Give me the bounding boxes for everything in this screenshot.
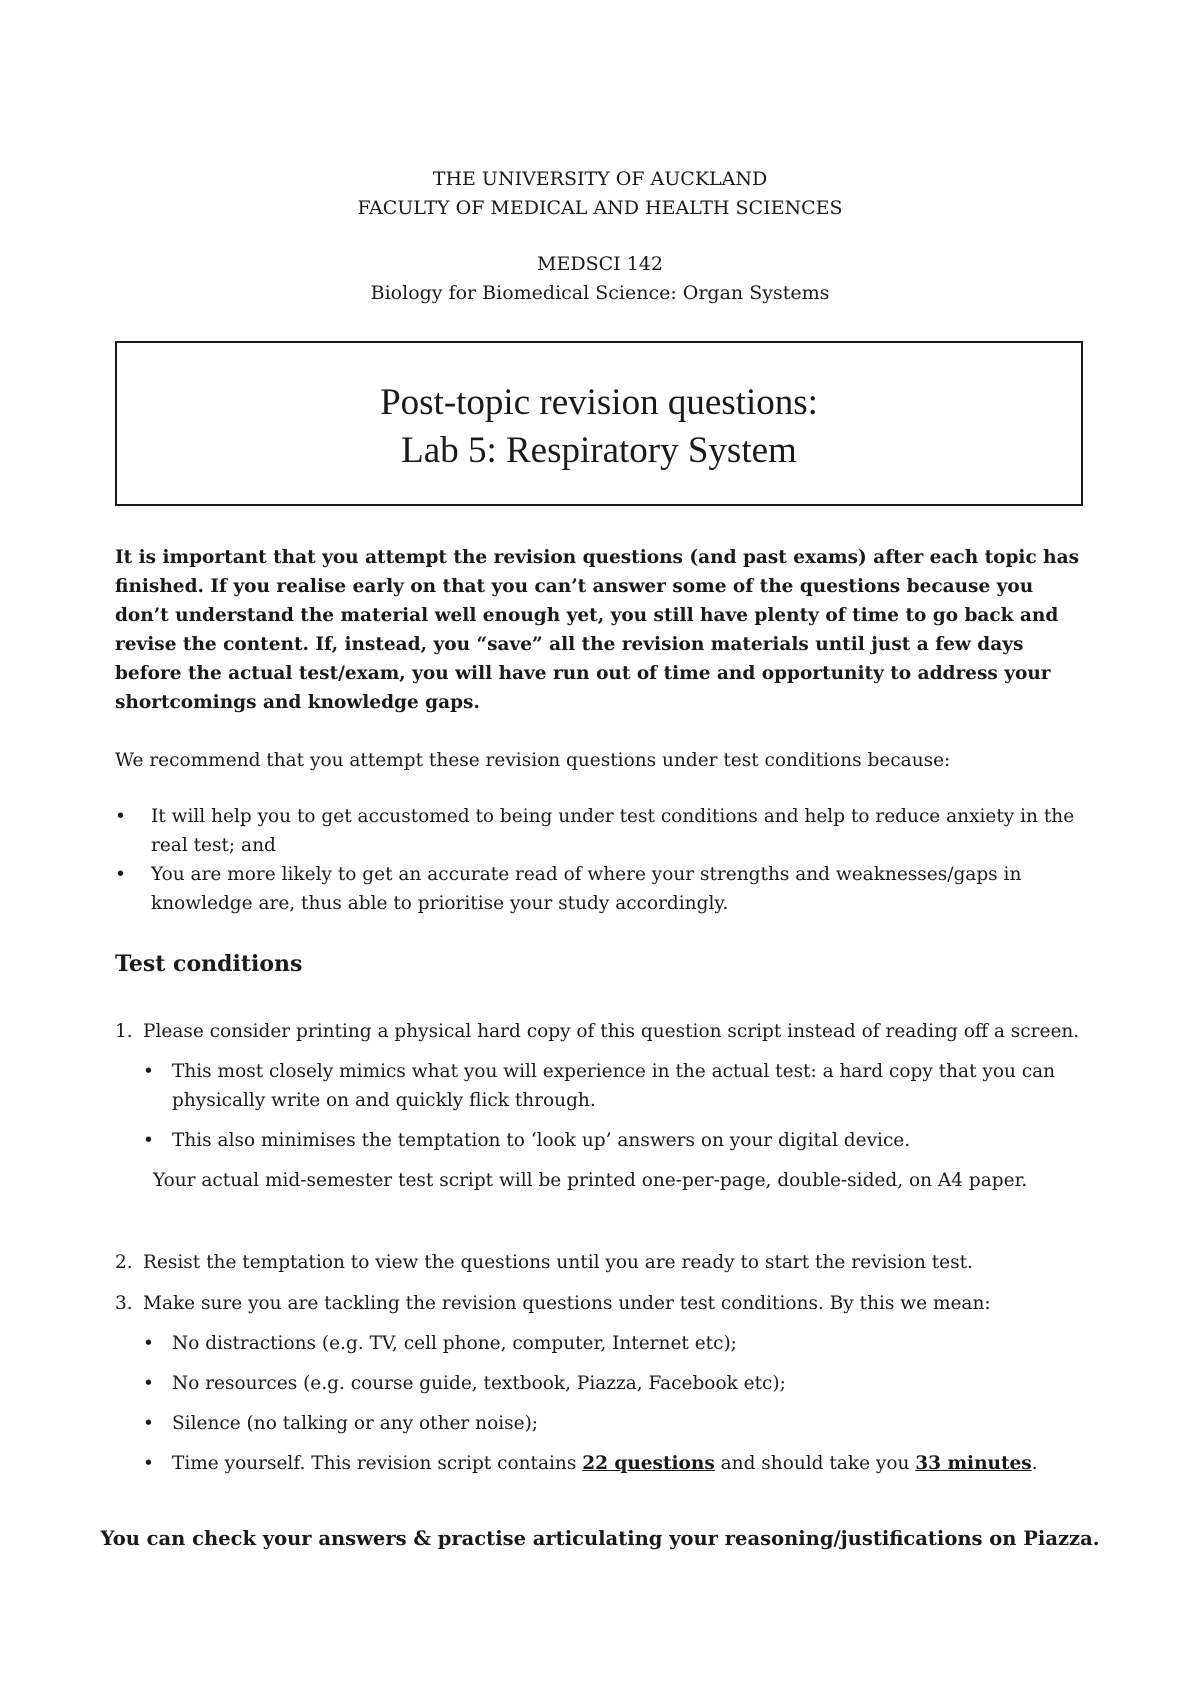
sub-item-text: Silence (no talking or any other noise);	[172, 1413, 539, 1434]
list-item	[115, 1057, 1090, 1115]
reason-text: It will help you to get accustomed to being under test conditions and help to reduce anxiety in the real test; and	[151, 806, 1075, 856]
sub-item-text: This most closely mimics what you will experience in the actual test: a hard copy that you can physically write on and quickly flick through.	[172, 1061, 1056, 1111]
reason-text: You are more likely to get an accurate read of where your strengths and weaknesses/gaps in knowledge are, thus able to prioritise your study accordingly.	[151, 864, 1022, 914]
bullet-icon: •	[115, 864, 126, 885]
bullet-icon: •	[143, 1453, 154, 1474]
item-number: 3.	[115, 1293, 133, 1314]
time-limit: 33 minutes	[915, 1453, 1032, 1474]
list-item	[115, 1369, 1090, 1398]
question-count: 22 questions	[582, 1453, 715, 1474]
sub-item-text: No resources (e.g. course guide, textbook, Piazza, Facebook etc);	[172, 1373, 786, 1394]
item-number: 2.	[115, 1252, 133, 1273]
bullet-icon: •	[143, 1373, 154, 1394]
faculty-name: FACULTY OF MEDICAL AND HEALTH SCIENCES	[357, 197, 843, 219]
test-condition-item-2	[115, 1248, 1090, 1277]
list-item	[115, 802, 1090, 860]
recommend-paragraph: We recommend that you attempt these revision questions under test conditions because:	[115, 750, 951, 771]
list-item	[115, 1449, 1090, 1478]
time-suffix: .	[1031, 1453, 1038, 1474]
bullet-icon: •	[143, 1413, 154, 1434]
test-condition-item-1	[115, 1017, 1090, 1195]
item-text: Make sure you are tackling the revision questions under test conditions. By this we mean:	[143, 1293, 991, 1314]
time-yourself-text	[172, 1449, 1090, 1478]
list-item	[115, 1329, 1090, 1358]
bullet-icon: •	[115, 806, 126, 827]
time-middle: and should take you	[714, 1453, 916, 1474]
bullet-icon: •	[143, 1130, 154, 1151]
list-item	[115, 1409, 1090, 1438]
document-header	[0, 165, 1200, 308]
title-line-1: Post-topic revision questions:	[380, 382, 818, 423]
intro-paragraph: It is important that you attempt the revision questions (and past exams) after each topic has finished. If you realise early on that you can’t answer some of the questions because you don’t understand the material well enough yet, you still have plenty of time to go back and revise the content. If, instead, you “save” all the revision materials until just a few days before the actual test/exam, you will have run out of time and opportunity to address your shortcomings and knowledge gaps.	[115, 547, 1080, 713]
item-text: Please consider printing a physical hard copy of this question script instead of reading off a screen.	[143, 1021, 1080, 1042]
list-item	[115, 1126, 1090, 1155]
university-name: THE UNIVERSITY OF AUCKLAND	[432, 168, 768, 190]
sub-item-text: This also minimises the temptation to ‘look up’ answers on your digital device.	[172, 1130, 911, 1151]
closing-note: You can check your answers & practise articulating your reasoning/justifications on Piazza.	[100, 1527, 1100, 1550]
title-box	[115, 341, 1083, 506]
time-prefix: Time yourself. This revision script contains	[172, 1453, 583, 1474]
bullet-icon: •	[143, 1061, 154, 1082]
item-text: Resist the temptation to view the questions until you are ready to start the revision test.	[143, 1252, 973, 1273]
sub-item-text: No distractions (e.g. TV, cell phone, computer, Internet etc);	[172, 1333, 737, 1354]
course-code: MEDSCI 142	[537, 253, 663, 275]
bullet-icon: •	[143, 1333, 154, 1354]
test-condition-item-3	[115, 1289, 1090, 1478]
course-name: Biology for Biomedical Science: Organ Systems	[370, 282, 830, 304]
item-number: 1.	[115, 1021, 133, 1042]
list-item	[115, 860, 1090, 918]
reasons-list	[115, 802, 1090, 918]
test-script-note: Your actual mid-semester test script will be printed one-per-page, double-sided, on A4 paper.	[153, 1170, 1028, 1191]
title-line-2: Lab 5: Respiratory System	[401, 430, 797, 471]
section-heading-test-conditions: Test conditions	[115, 951, 303, 977]
